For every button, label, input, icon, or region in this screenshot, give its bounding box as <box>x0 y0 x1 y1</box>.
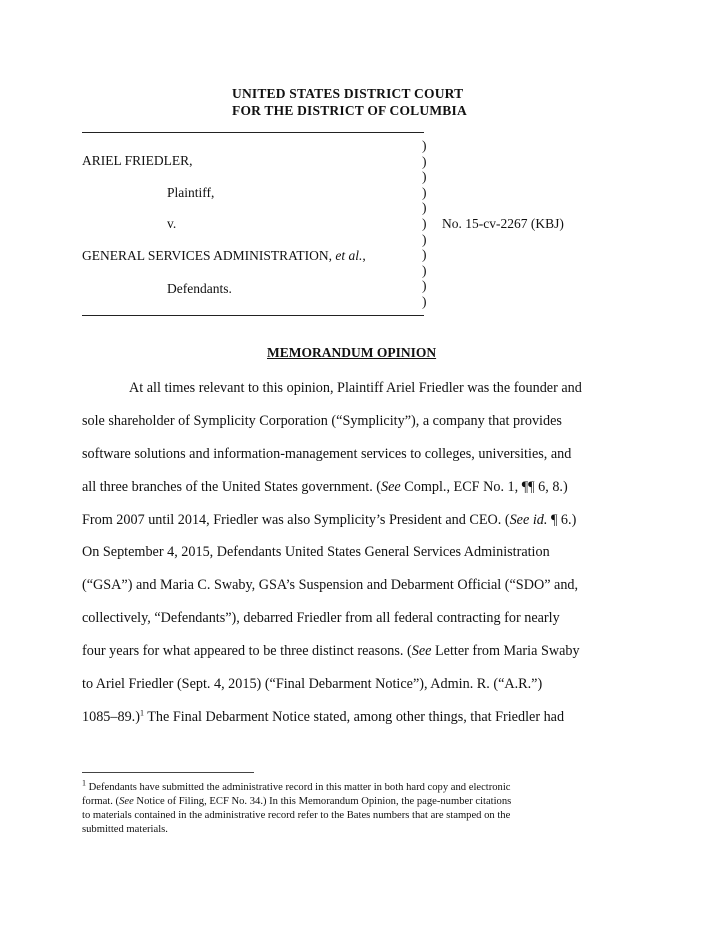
footnote-line-1-text: Defendants have submitted the administrative record in this matter in both hard copy and electronic <box>86 782 511 793</box>
versus: v. <box>167 216 177 231</box>
opinion-line-11-a: 1085–89.) <box>82 709 140 725</box>
opinion-line-4-a: all three branches of the United States government. ( <box>82 479 382 495</box>
footnote-line-4: submitted materials. <box>82 824 168 835</box>
footnote-line-2-c: Notice of Filing, ECF No. 34.) In this Memorandum Opinion, the page-number citations <box>133 796 512 807</box>
footnote-separator <box>82 772 254 773</box>
footnote-reference-1[interactable]: 1 <box>139 708 144 718</box>
defendant-suffix: , <box>362 248 366 263</box>
opinion-line-4 <box>82 479 568 496</box>
opinion-line-8: collectively, “Defendants”), debarred Friedler from all federal contracting for nearly <box>82 610 560 626</box>
footnote-line-2 <box>82 796 511 807</box>
opinion-line-9-a: four years for what appeared to be three distinct reasons. ( <box>82 643 412 659</box>
opinion-line-9 <box>82 643 580 660</box>
footnote-marker-1: 1 <box>82 778 86 788</box>
footnote-line-2-see: See <box>119 796 134 807</box>
opinion-line-11 <box>82 709 564 726</box>
opinion-line-5-see-id: See id. <box>509 512 548 528</box>
court-name-line-2: FOR THE DISTRICT OF COLUMBIA <box>232 103 467 118</box>
caption-bottom-rule <box>82 315 424 316</box>
opinion-line-4-c: Compl., ECF No. 1, ¶¶ 6, 8.) <box>400 479 568 495</box>
opinion-line-10: to Ariel Friedler (Sept. 4, 2015) (“Final Debarment Notice”), Admin. R. (“A.R.”) <box>82 676 543 692</box>
footnote-line-3: to materials contained in the administrative record refer to the Bates numbers that are stamped on the <box>82 810 511 821</box>
opinion-line-9-see: See <box>411 643 432 659</box>
opinion-line-7: (“GSA”) and Maria C. Swaby, GSA’s Suspension and Debarment Official (“SDO” and, <box>82 577 579 593</box>
opinion-line-5 <box>82 512 576 529</box>
caption-paren-column: ) ) ) ) ) ) ) ) ) ) ) <box>422 138 427 309</box>
defendant-role: Defendants. <box>167 281 232 296</box>
opinion-line-5-c: ¶ 6.) <box>547 512 577 528</box>
case-number: No. 15-cv-2267 (KBJ) <box>442 216 564 231</box>
opinion-line-1: At all times relevant to this opinion, Plaintiff Ariel Friedler was the founder and <box>129 380 582 396</box>
plaintiff-role: Plaintiff, <box>167 185 215 200</box>
opinion-line-6: On September 4, 2015, Defendants United States General Services Administration <box>82 544 550 560</box>
opinion-line-9-c: Letter from Maria Swaby <box>431 643 580 659</box>
opinion-line-4-see: See <box>381 479 401 495</box>
plaintiff-name: ARIEL FRIEDLER, <box>82 153 193 168</box>
defendant-name-text: GENERAL SERVICES ADMINISTRATION, <box>82 248 333 263</box>
court-name-line-1: UNITED STATES DISTRICT COURT <box>232 86 464 101</box>
opinion-line-5-a: From 2007 until 2014, Friedler was also Symplicity’s President and CEO. ( <box>82 512 510 528</box>
opinion-line-2: sole shareholder of Symplicity Corporation (“Symplicity”), a company that provides <box>82 413 562 429</box>
defendant-etal: et al. <box>335 248 363 263</box>
footnote-line-1 <box>82 778 511 793</box>
caption-top-rule <box>82 132 424 133</box>
opinion-title: MEMORANDUM OPINION <box>267 345 437 360</box>
footnote-line-2-a: format. ( <box>82 796 120 807</box>
opinion-line-11-b: The Final Debarment Notice stated, among other things, that Friedler had <box>143 709 565 725</box>
defendant-name <box>82 248 366 264</box>
opinion-line-3: software solutions and information-management services to colleges, universities, and <box>82 446 572 462</box>
